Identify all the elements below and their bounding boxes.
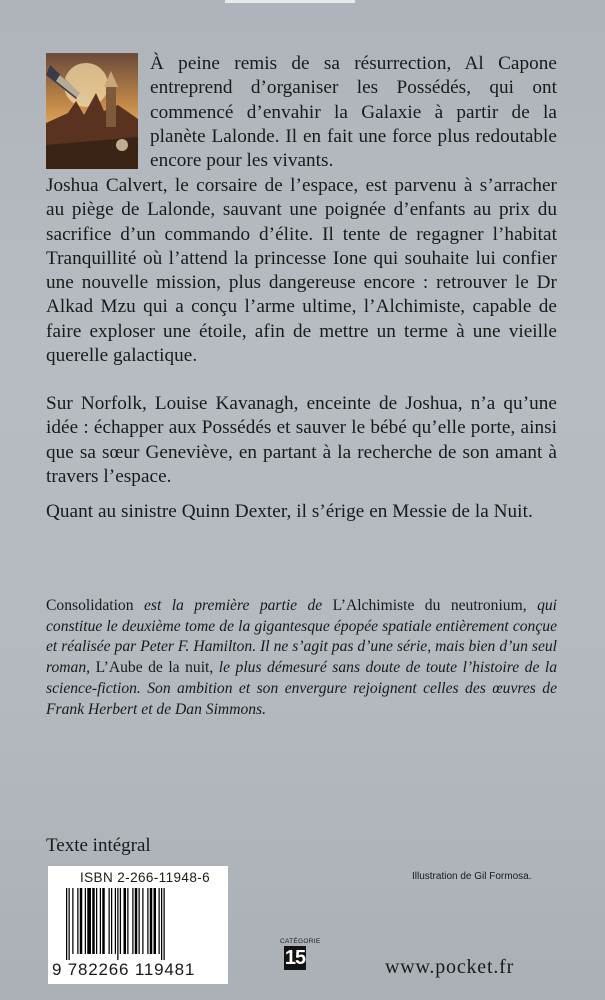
summary-paragraph-2: Joshua Calvert, le corsaire de l’espace, est parvenu à s’arracher au piège de Lalonde, sauvant une poignée d’enfants au prix du sacrifice d’un commando d’élite. Il tente de regagner l’habitat Tranquillité où l’attend la princesse Ione qui souhaite lui confier une nouvelle mission, plus dangereuse encore : retrouver le Dr Alkad Mzu qui a conçu l’arme ultime, l’Alchimiste, capable de faire exploser une étoile, afin de mettre un terme à une vieille querelle galactique. <box>46 175 557 367</box>
isbn-number: ISBN 2-266-11948-6 <box>80 870 211 885</box>
summary-paragraph-4: Quant au sinistre Quinn Dexter, il s’érige en Messie de la Nuit. <box>46 501 533 522</box>
blurb-text-2: qui constitue le deuxième tome de la gigantesque épopée spatiale entièrement conçue et réalisée par Peter F. Hamilton. Il ne s’agit pas d’une série, mais bien d’un seul roman, <box>46 597 557 677</box>
cover-illustration-thumbnail <box>46 53 138 169</box>
blurb-tome-title: L’Alchimiste du neutronium, <box>332 597 527 614</box>
illustration-credit: Illustration de Gil Formosa. <box>412 871 532 882</box>
barcode-box <box>48 866 228 984</box>
blurb-book-title: Consolidation <box>46 597 134 614</box>
ean-number: 9 782266 119481 <box>52 960 196 979</box>
publisher-website: www.pocket.fr <box>385 956 515 978</box>
blurb-novel-title: L’Aube de la nuit, <box>95 659 214 677</box>
summary-paragraph-1: À peine remis de sa résurrection, Al Capone entreprend d’organiser les Possédés, qui ont commencé d’envahir la Galaxie à partir de la planète Lalonde. Il en fait une force plus redoutable encore pour les vivants. <box>150 53 557 172</box>
top-edge-notch <box>225 0 355 3</box>
summary-paragraph-3: Sur Norfolk, Louise Kavanagh, enceinte de Joshua, n’a qu’une idée : échapper aux Possédés et sauver le bébé qu’elle porte, ainsi que sa sœur Geneviève, en partant à la recherche de son amant à travers l’espace. <box>46 393 557 487</box>
category-number: 15 <box>284 947 306 969</box>
series-blurb <box>46 596 557 720</box>
blurb-text-1: est la première partie de <box>143 597 323 614</box>
category-label: CATÉGORIE <box>280 938 321 945</box>
texte-integral-label: Texte intégral <box>46 835 151 856</box>
category-badge <box>280 938 321 970</box>
barcode-bars <box>66 888 212 960</box>
blurb-text-3: le plus démesuré sans doute de toute l’histoire de la science-fiction. Son ambition et son envergure rejoignent celles des œuvres de Frank Herbert et de Dan Simmons. <box>46 659 558 718</box>
